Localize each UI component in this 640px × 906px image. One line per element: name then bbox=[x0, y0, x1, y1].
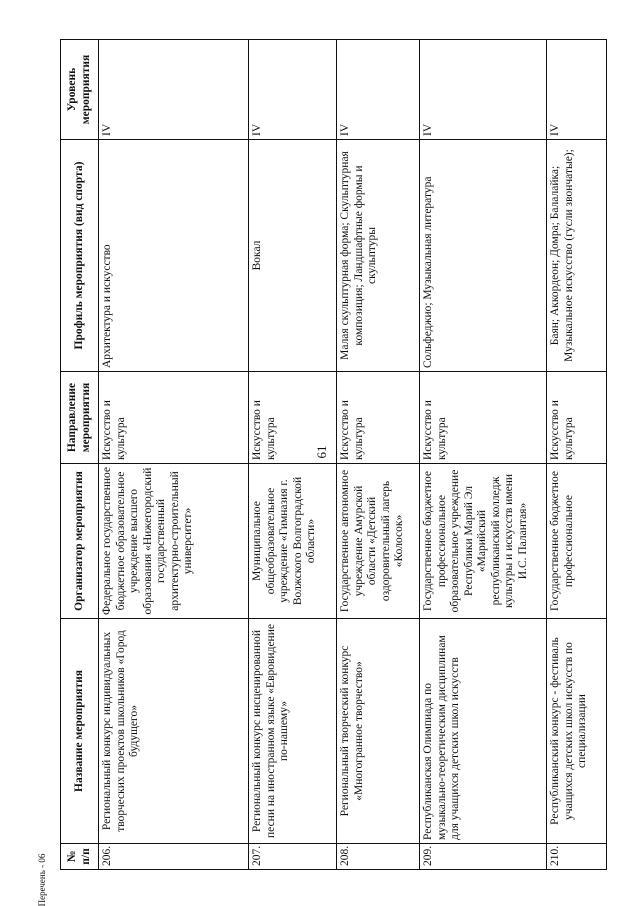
cell-direction: Искусство и культура bbox=[547, 372, 607, 464]
footer-note: Перечень - 06 bbox=[37, 853, 47, 906]
table-row bbox=[337, 40, 420, 870]
cell-profile: Вокал bbox=[249, 140, 337, 372]
cell-organizer: Государственное бюджетное профессиональное bbox=[547, 464, 607, 619]
cell-profile: Сольфеджио; Музыкальная литература bbox=[420, 140, 547, 372]
table-row bbox=[420, 40, 547, 870]
cell-name: Республиканская Олимпиада по музыкально-теоретическим дисциплинам для учащихся детских школ искусств bbox=[420, 619, 547, 844]
page-number: 61 bbox=[314, 445, 329, 459]
header-direction: Направление мероприятия bbox=[61, 372, 99, 464]
cell-direction: Искусство и культура bbox=[249, 372, 337, 464]
cell-level: IV bbox=[249, 40, 337, 140]
cell-organizer: Муниципальное общеобразовательное учреждение «Гимназия г. Волжского Волгоградской области» bbox=[249, 464, 337, 619]
cell-organizer: Государственное бюджетное профессиональное образовательное учреждение Республики Марий Эл «Марийский республиканский колледж культуры и искусств имени И.С. Палантая» bbox=[420, 464, 547, 619]
table-row bbox=[547, 40, 607, 870]
cell-num: 210. bbox=[547, 844, 607, 870]
cell-direction: Искусство и культура bbox=[337, 372, 420, 464]
cell-profile: Баян; Аккордеон; Домра; Балалайка; Музыкальное искусство (гусли звончатые); bbox=[547, 140, 607, 372]
table-container bbox=[60, 40, 605, 870]
header-name: Название мероприятия bbox=[61, 619, 99, 844]
cell-profile: Малая скульптурная форма; Скульптурная композиция; Ландшафтные формы и скульптуры bbox=[337, 140, 420, 372]
cell-direction: Искусство и культура bbox=[420, 372, 547, 464]
cell-organizer: Федеральное государственное бюджетное образовательное учреждение высшего образования «Нижегородский государственный архитектурно-строительный университет» bbox=[99, 464, 249, 619]
table-row bbox=[249, 40, 337, 870]
header-profile: Профиль мероприятия (вид спорта) bbox=[61, 140, 99, 372]
cell-direction: Искусство и культура bbox=[99, 372, 249, 464]
cell-level: IV bbox=[420, 40, 547, 140]
cell-name: Региональный творческий конкурс «Многогранное творчество» bbox=[337, 619, 420, 844]
events-table bbox=[60, 39, 607, 870]
cell-num: 208. bbox=[337, 844, 420, 870]
cell-level: IV bbox=[547, 40, 607, 140]
rotated-table-frame bbox=[60, 40, 605, 870]
table-header-row bbox=[61, 40, 99, 870]
cell-level: IV bbox=[337, 40, 420, 140]
cell-name: Республиканский конкурс - фестиваль учащихся детских школ искусств по специализации bbox=[547, 619, 607, 844]
header-level: Уровень мероприятия bbox=[61, 40, 99, 140]
cell-name: Региональный конкурс индивидуальных творческих проектов школьников «Город будущего» bbox=[99, 619, 249, 844]
cell-num: 207. bbox=[249, 844, 337, 870]
cell-profile: Архитектура и искусство bbox=[99, 140, 249, 372]
cell-level: IV bbox=[99, 40, 249, 140]
cell-num: 209. bbox=[420, 844, 547, 870]
table-row bbox=[99, 40, 249, 870]
cell-name: Региональный конкурс инсценированной песни на иностранном языке «Евровидение по-нашему» bbox=[249, 619, 337, 844]
header-num: № п/п bbox=[61, 844, 99, 870]
cell-organizer: Государственное автономное учреждение Амурской области «Детский оздоровительный лагерь «Колосок» bbox=[337, 464, 420, 619]
header-organizer: Организатор мероприятия bbox=[61, 464, 99, 619]
cell-num: 206. bbox=[99, 844, 249, 870]
